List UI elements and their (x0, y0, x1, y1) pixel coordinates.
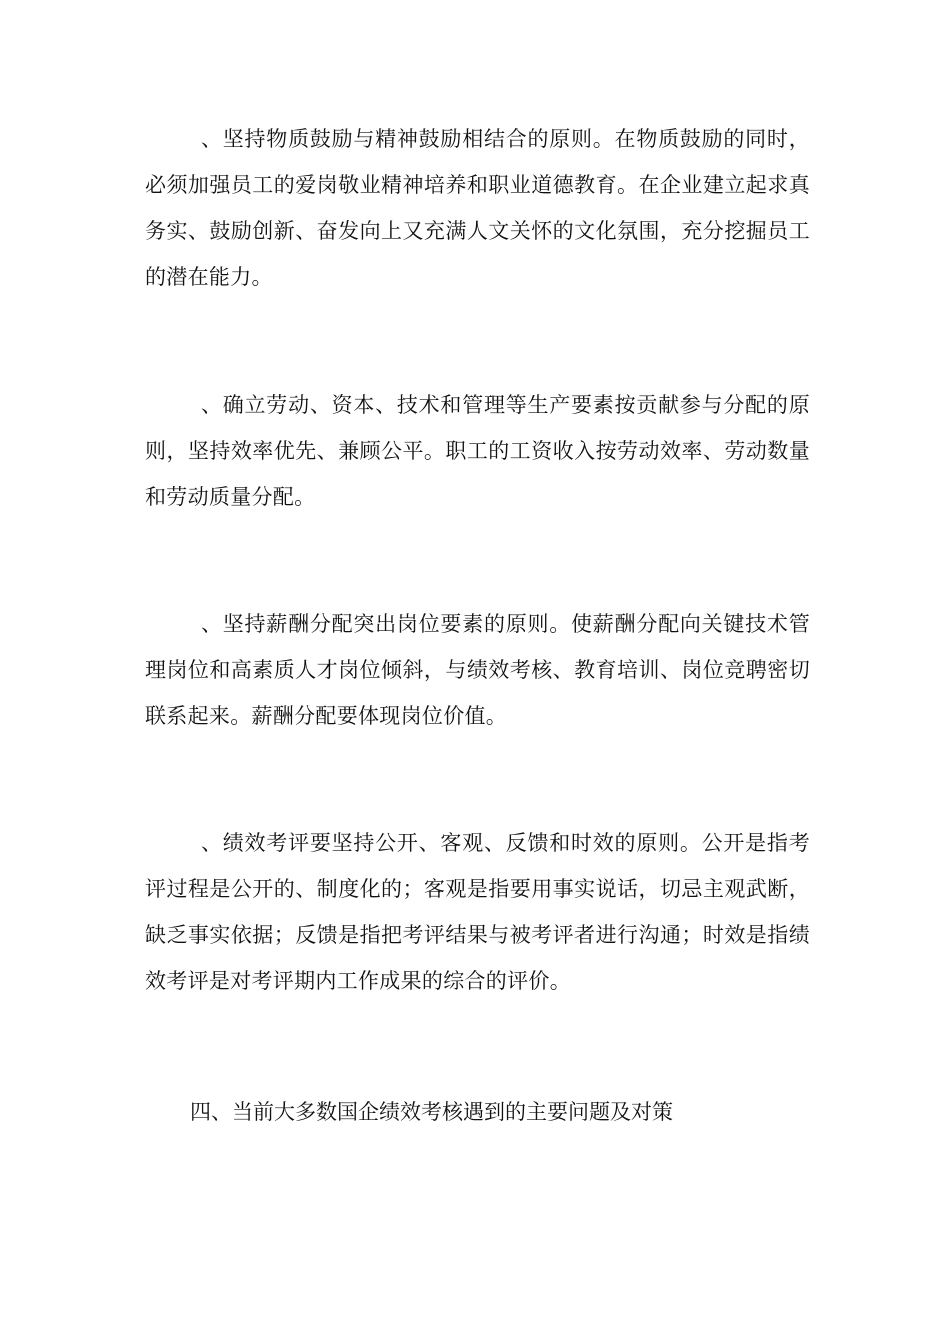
paragraph-production-factors-distribution: 、确立劳动、资本、技术和管理等生产要素按贡献参与分配的原则，坚持效率优先、兼顾公平。职工的工资收入按劳动效率、劳动数量和劳动质量分配。 (145, 393, 810, 509)
paragraph-performance-evaluation-principles: 、绩效考评要坚持公开、客观、反馈和时效的原则。公开是指考评过程是公开的、制度化的；客观是指要用事实说话，切忌主观武断，缺乏事实依据；反馈是指把考评结果与被考评者进行沟通；时效是指绩效考评是对考评期内工作成果的综合的评价。 (145, 831, 810, 993)
paragraph-material-spiritual-incentive: 、坚持物质鼓励与精神鼓励相结合的原则。在物质鼓励的同时，必须加强员工的爱岗敬业精神培养和职业道德教育。在企业建立起求真务实、鼓励创新、奋发向上又充满人文关怀的文化氛围，充分挖掘员工的潜在能力。 (145, 127, 810, 289)
paragraph-salary-position-factors: 、坚持薪酬分配突出岗位要素的原则。使薪酬分配向关键技术管理岗位和高素质人才岗位倾斜，与绩效考核、教育培训、岗位竞聘密切联系起来。薪酬分配要体现岗位价值。 (145, 612, 810, 728)
section-heading: 四、当前大多数国企绩效考核遇到的主要问题及对策 (190, 1100, 673, 1124)
